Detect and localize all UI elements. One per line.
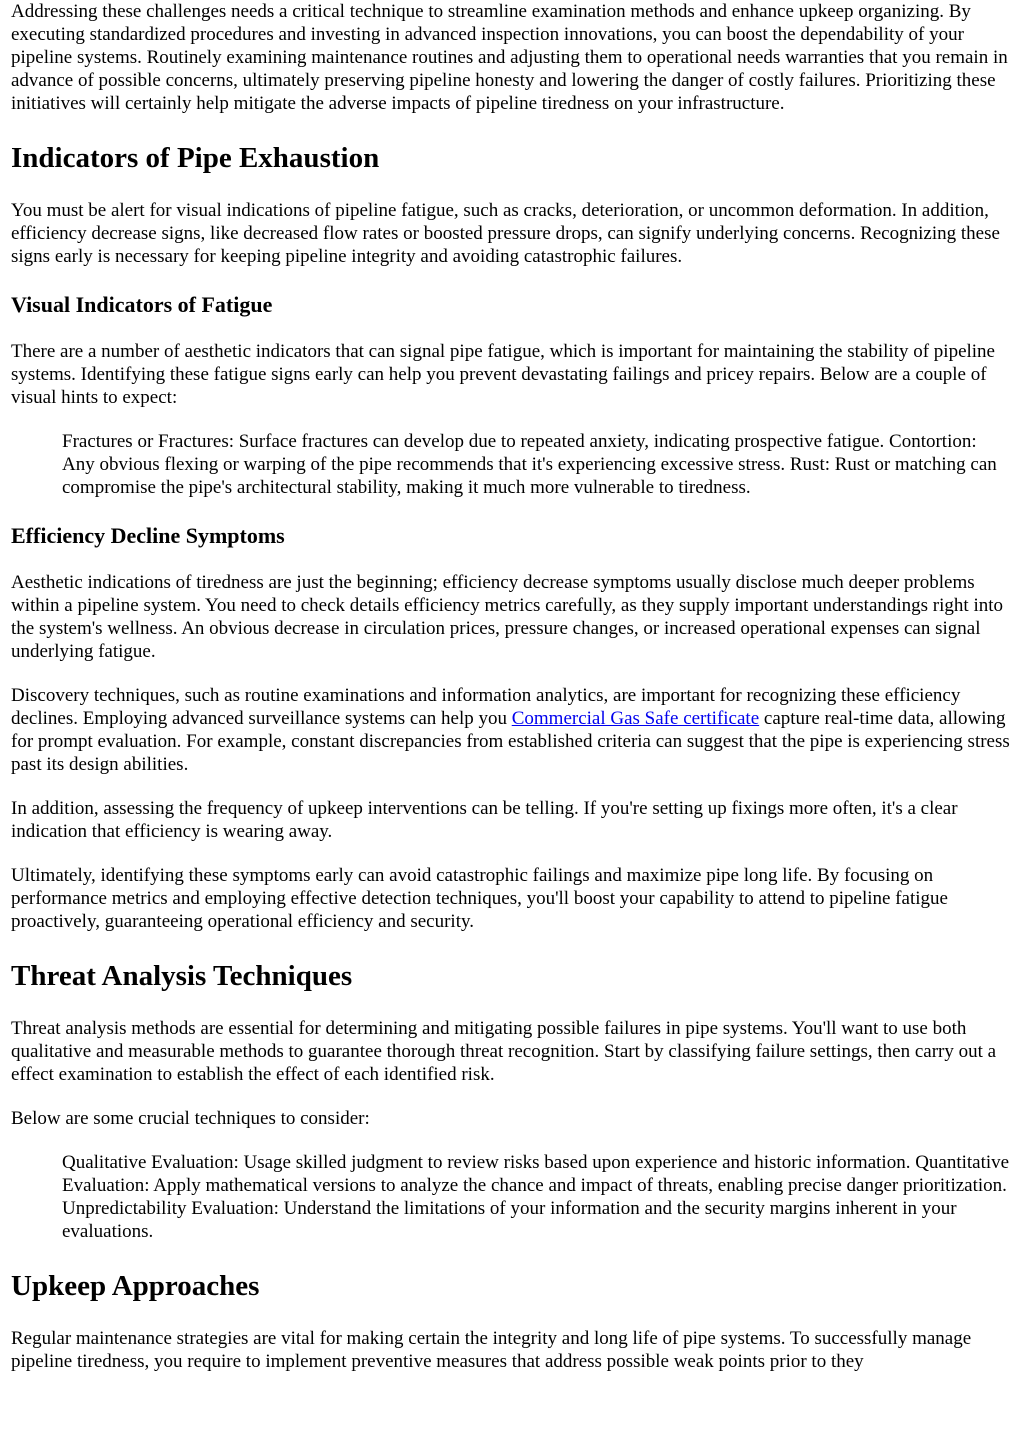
indicators-paragraph: You must be alert for visual indications of pipeline fatigue, such as cracks, deterioration, or uncommon deformation. In addition, efficiency decrease signs, like decreased flow rates or boosted pressure drops, can signify underlying concerns. Recognizing these signs early is necessary for keeping pipeline integrity and avoiding catastrophic failures.: [11, 200, 1000, 267]
threat-techniques-quote: Qualitative Evaluation: Usage skilled judgment to review risks based upon experience and historic information. Quantitative Evaluation: Apply mathematical versions to analyze the chance and impact of threats, enabling precise danger prioritization. Unpredictability Evaluation: Understand the limitations of your information and the security margins inherent in your evaluations.: [62, 1152, 1010, 1242]
heading-upkeep-approaches: Upkeep Approaches: [11, 1270, 260, 1302]
threat-paragraph-2: Below are some crucial techniques to consider:: [11, 1108, 370, 1129]
efficiency-paragraph-4: Ultimately, identifying these symptoms early can avoid catastrophic failings and maximize pipe long life. By focusing on performance metrics and employing effective detection techniques, you'll boost your capability to attend to pipeline fatigue proactively, guaranteeing operational efficiency and security.: [11, 865, 948, 932]
visual-indicators-paragraph: There are a number of aesthetic indicators that can signal pipe fatigue, which is important for maintaining the stability of pipeline systems. Identifying these fatigue signs early can help you prevent devastating failings and pricey repairs. Below are a couple of visual hints to expect:: [11, 341, 995, 408]
heading-threat-analysis: Threat Analysis Techniques: [11, 960, 353, 992]
commercial-gas-safe-link[interactable]: Commercial Gas Safe certificate: [511, 708, 760, 729]
intro-paragraph: Addressing these challenges needs a critical technique to streamline examination methods and enhance upkeep organizing. By executing standardized procedures and investing in advanced inspection innovations, you can boost the dependability of your pipeline systems. Routinely examining maintenance routines and adjusting them to operational needs warranties that you remain in advance of possible concerns, ultimately preserving pipeline honesty and lowering the danger of costly failures. Prioritizing these initiatives will certainly help mitigate the adverse impacts of pipeline tiredness on your infrastructure.: [11, 1, 1008, 114]
efficiency-paragraph-2-after: capture real-time data, allowing for prompt evaluation. For example, constant discrepancies from established criteria can suggest that the pipe is experiencing stress past its design abilities.: [11, 708, 1010, 775]
efficiency-paragraph-1: Aesthetic indications of tiredness are just the beginning; efficiency decrease symptoms usually disclose much deeper problems within a pipeline system. You need to check details efficiency metrics carefully, as they supply important understandings right into the system's wellness. An obvious decrease in circulation prices, pressure changes, or increased operational expenses can signal underlying fatigue.: [11, 572, 1003, 662]
efficiency-paragraph-3: In addition, assessing the frequency of upkeep interventions can be telling. If you're setting up fixings more often, it's a clear indication that efficiency is wearing away.: [11, 798, 958, 842]
visual-indicators-quote: Fractures or Fractures: Surface fractures can develop due to repeated anxiety, indicating prospective fatigue. Contortion: Any obvious flexing or warping of the pipe recommends that it's experiencing excessive stress. Rust: Rust or matching can compromise the pipe's architectural stability, making it much more vulnerable to tiredness.: [62, 431, 997, 498]
threat-paragraph-1: Threat analysis methods are essential for determining and mitigating possible failures in pipe systems. You'll want to use both qualitative and measurable methods to guarantee thorough threat recognition. Start by classifying failure settings, then carry out a effect examination to establish the effect of each identified risk.: [11, 1018, 997, 1085]
efficiency-paragraph-2-before: Discovery techniques, such as routine examinations and information analytics, are important for recognizing these efficiency declines. Employing advanced surveillance systems can help you: [11, 685, 961, 729]
efficiency-paragraph-2: [11, 684, 1013, 776]
heading-efficiency-decline: Efficiency Decline Symptoms: [11, 523, 285, 548]
upkeep-paragraph: Regular maintenance strategies are vital for making certain the integrity and long life of pipe systems. To successfully manage pipeline tiredness, you require to implement preventive measures that address possible weak points prior to they: [11, 1328, 972, 1372]
heading-indicators-of-pipe-exhaustion: Indicators of Pipe Exhaustion: [11, 142, 380, 174]
heading-visual-indicators: Visual Indicators of Fatigue: [11, 292, 273, 317]
